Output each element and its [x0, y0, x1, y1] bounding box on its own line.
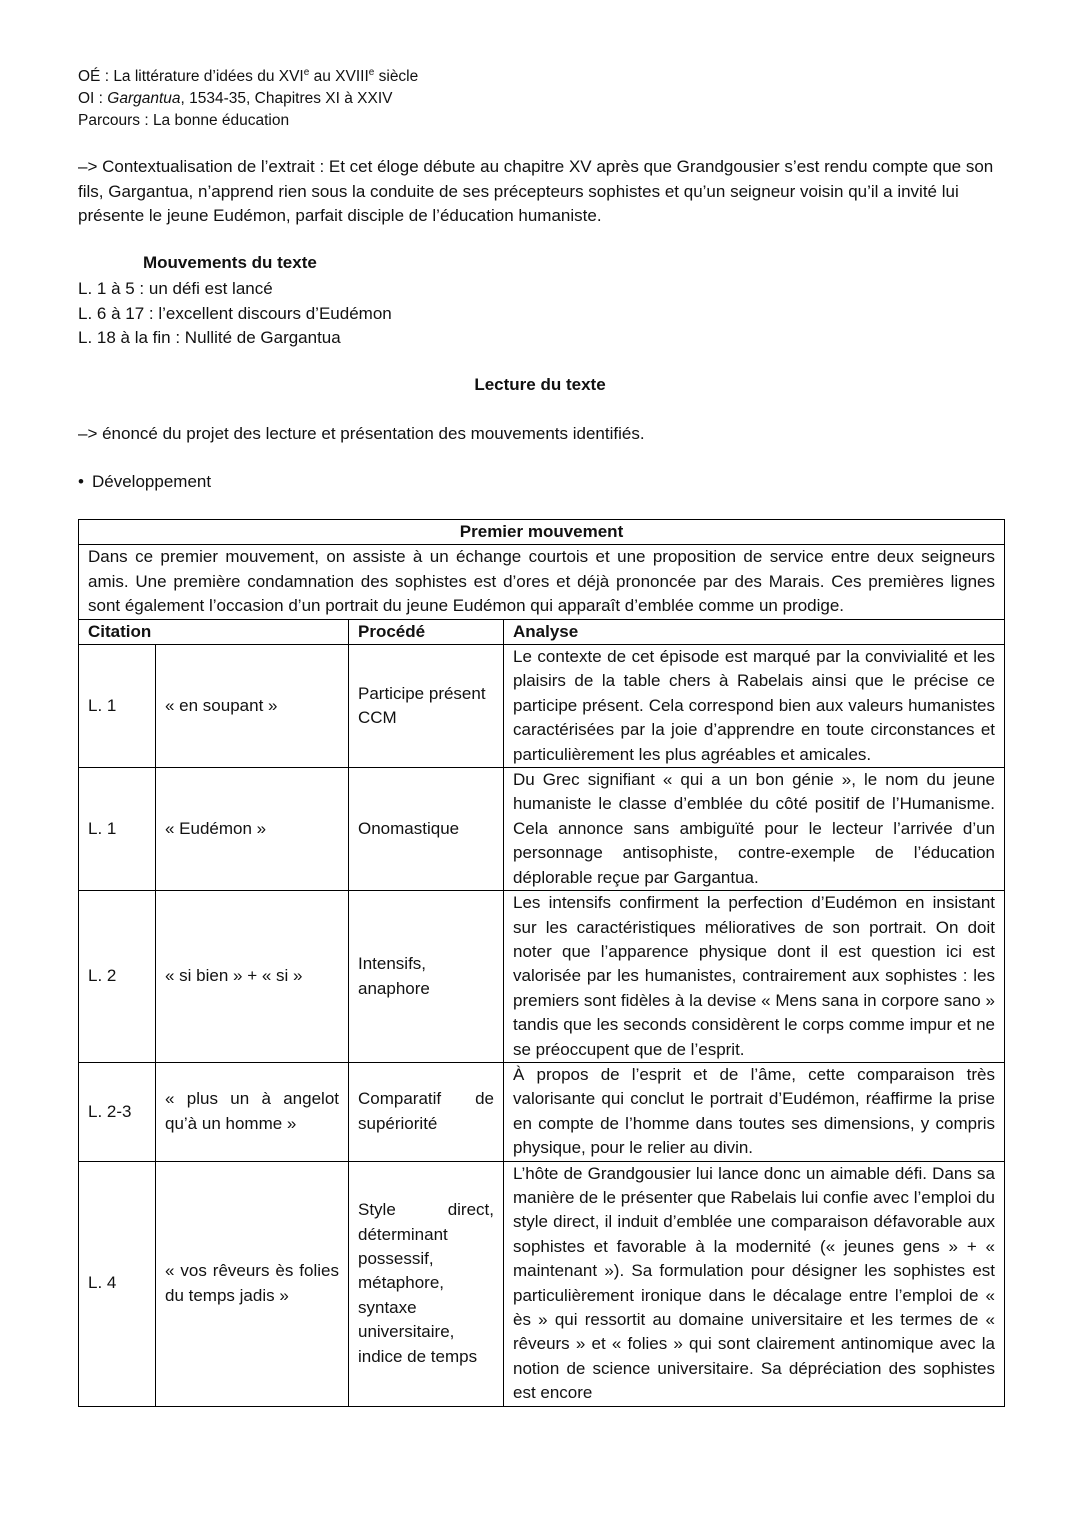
enonce-line: –> énoncé du projet des lecture et présentation des mouvements identifiés.	[78, 424, 645, 443]
movements-list	[78, 277, 392, 351]
row-analyse: À propos de l’esprit et de l’âme, cette comparaison très valorisante qui conclut le portrait d’Eudémon, réaffirme la prise en compte de l’homme dans toutes ses dimensions, y compris physique, pour le relier au divin.	[504, 1062, 1005, 1161]
oe-sup2: e	[368, 66, 375, 78]
row-quote: « si bien » + « si »	[156, 891, 349, 1063]
row-quote: « plus un à angelot qu’à un homme »	[156, 1062, 349, 1161]
row-procede: Intensifs, anaphore	[349, 891, 504, 1063]
oi-title: Gargantua	[107, 90, 181, 107]
row-procede: Comparatif de supériorité	[349, 1062, 504, 1161]
table-row	[79, 645, 1005, 768]
table-title: Premier mouvement	[79, 520, 1005, 545]
oe-suffix: siècle	[374, 68, 419, 85]
row-analyse: L’hôte de Grandgousier lui lance donc un aimable défi. Dans sa manière de le présenter que Rabelais lui confie avec l’emploi du style direct, il induit d’emblée une comparaison défavorable aux sophistes et favorable à la modernité (« jeunes gens » + « maintenant »). Sa formulation pour désigner les sophistes est particulièrement ironique dans le décalage entre l’emploi de « ès » qui ressortit au domaine universitaire et les termes de « rêveurs » et « folies » qui sont clairement antinomique avec la notion de science universitaire. Sa dépréciation des sophistes est encore	[504, 1161, 1005, 1406]
row-procede: Style direct, déterminant possessif, métaphore, syntaxe universitaire, indice de temps	[349, 1161, 504, 1406]
table-intro: Dans ce premier mouvement, on assiste à un échange courtois et une proposition de service entre deux seigneurs amis. Une première condamnation des sophistes est d’ores et déjà prononcée par des Marais. Ces premières lignes sont également l’occasion d’un portrait du jeune Eudémon qui apparaît d’emblée comme un prodige.	[79, 545, 1005, 619]
header-analyse: Analyse	[504, 619, 1005, 644]
table-title-row	[79, 520, 1005, 545]
oi-prefix: OI :	[78, 90, 108, 107]
header-procede: Procédé	[349, 619, 504, 644]
bullet-icon: •	[78, 472, 84, 491]
row-quote: « en soupant »	[156, 645, 349, 768]
row-analyse: Le contexte de cet épisode est marqué par la convivialité et les plaisirs de la table chers à Rabelais ainsi que le précise ce participe présent. Cela correspond bien aux valeurs humanistes caractérisées par la joie d’apprendre en toute circonstances et particulièrement les plus agréables et amicales.	[504, 645, 1005, 768]
developpement-label: Développement	[92, 472, 212, 491]
header-parcours: Parcours : La bonne éducation	[78, 112, 290, 129]
row-analyse: Du Grec signifiant « qui a un bon génie », le nom du jeune humaniste le classe d’emblée du côté positif de l’Humanisme. Cela annonce sans ambiguïté pour le lecteur l’arrivée d’un personnage antisophiste, contre-exemple de l’éducation déplorable reçue par Gargantua.	[504, 768, 1005, 891]
movement-item: L. 6 à 17 : l’excellent discours d’Eudémon	[78, 303, 392, 323]
table-row	[79, 1062, 1005, 1161]
row-procede: Onomastique	[349, 768, 504, 891]
document-header	[78, 66, 418, 132]
analysis-table	[78, 519, 1005, 1407]
oe-mid: au XVIII	[309, 68, 369, 85]
row-analyse: Les intensifs confirment la perfection d’Eudémon en insistant sur les caractéristiques mélioratives de son portrait. On doit noter que l’apparence physique dont il est question ici est valorisée par les humanistes, contrairement aux sophistes : les premiers sont fidèles à la devise « Mens sana in corpore sano » tandis que les seconds considèrent le corps comme impur et ne se préoccupent que de l’esprit.	[504, 891, 1005, 1063]
row-quote: « Eudémon »	[156, 768, 349, 891]
row-line: L. 2-3	[79, 1062, 156, 1161]
table-header-row	[79, 619, 1005, 644]
movements-title: Mouvements du texte	[143, 253, 317, 272]
oi-suffix: , 1534-35, Chapitres XI à XXIV	[180, 90, 393, 107]
header-oe	[78, 66, 418, 88]
oe-sup1: e	[303, 66, 310, 78]
row-line: L. 1	[79, 645, 156, 768]
context-paragraph: –> Contextualisation de l’extrait : Et cet éloge débute au chapitre XV après que Grandgousier s’est rendu compte que son fils, Gargantua, n’apprend rien sous la conduite de ses précepteurs sophistes et qu’un seigneur voisin qu’il a invité lui présente le jeune Eudémon, parfait disciple de l’éducation humaniste.	[78, 157, 994, 225]
movement-item: L. 1 à 5 : un défi est lancé	[78, 279, 273, 298]
table-row	[79, 768, 1005, 891]
row-procede: Participe présent CCM	[349, 645, 504, 768]
header-oi	[78, 88, 418, 110]
row-quote: « vos rêveurs ès folies du temps jadis »	[156, 1161, 349, 1406]
header-citation: Citation	[79, 619, 349, 644]
row-line: L. 4	[79, 1161, 156, 1406]
table-intro-row	[79, 545, 1005, 619]
lecture-title: Lecture du texte	[474, 375, 606, 394]
developpement-item	[78, 472, 211, 492]
table-row	[79, 1161, 1005, 1406]
row-line: L. 2	[79, 891, 156, 1063]
table-row	[79, 891, 1005, 1063]
oe-prefix: OÉ : La littérature d’idées du XVI	[78, 68, 304, 85]
movement-item: L. 18 à la fin : Nullité de Gargantua	[78, 328, 341, 347]
row-line: L. 1	[79, 768, 156, 891]
